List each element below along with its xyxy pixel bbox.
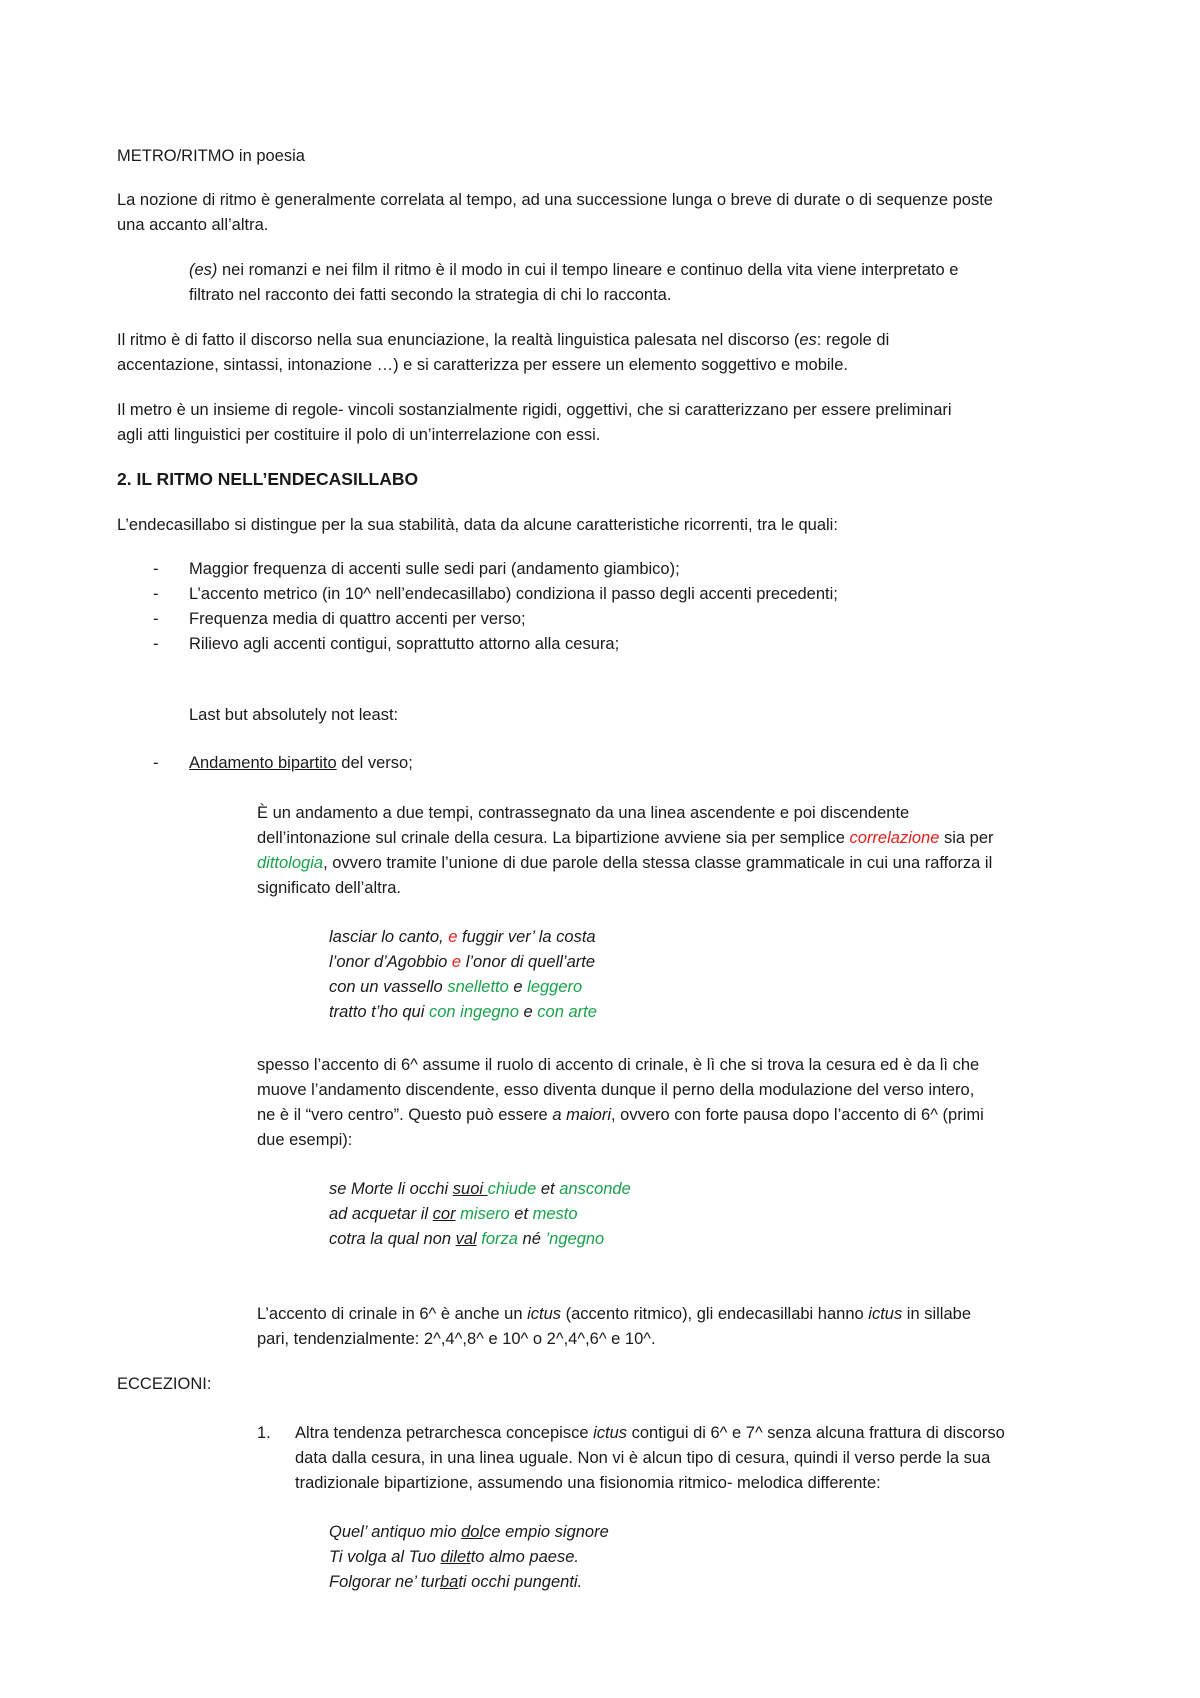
- bullet-item: Frequenza media di quattro accenti per verso;: [189, 610, 526, 628]
- example-line-2: filtrato nel racconto dei fatti secondo la strategia di chi lo racconta.: [189, 286, 672, 304]
- text: sia per: [939, 829, 994, 847]
- text: se Morte li occhi: [329, 1180, 453, 1198]
- bullet-marker: -: [153, 635, 159, 653]
- text: (accento ritmico), gli endecasillabi hanno: [561, 1305, 869, 1323]
- text: Folgorar ne’ tur: [329, 1573, 440, 1591]
- intro-line-2: una accanto all’altra.: [117, 216, 269, 234]
- bipartito-line-4: significato dell’altra.: [257, 879, 401, 897]
- sesta-line-2: muove l’andamento discendente, esso diventa dunque il perno della modulazione del verso intero,: [257, 1081, 975, 1099]
- bullet-marker: -: [153, 610, 159, 628]
- underlined: cor: [432, 1205, 456, 1223]
- bullet-marker: -: [153, 585, 159, 603]
- verse: [329, 1000, 597, 1025]
- text: con un vassello: [329, 978, 448, 996]
- text: to almo paese.: [470, 1548, 579, 1566]
- highlight: mesto: [532, 1205, 578, 1223]
- highlight: misero: [460, 1205, 510, 1223]
- highlight: leggero: [527, 978, 583, 996]
- text: in sillabe: [902, 1305, 972, 1323]
- text: ne è il “vero centro”. Questo può essere: [257, 1106, 553, 1124]
- text: Quel’ antiquo mio: [329, 1523, 462, 1541]
- verse: [329, 1520, 609, 1545]
- text: e: [518, 1003, 538, 1021]
- text: et: [536, 1180, 560, 1198]
- verse: [329, 1545, 579, 1570]
- ictus-term: ictus: [527, 1305, 562, 1323]
- ictus-term: ictus: [868, 1305, 903, 1323]
- bipartito-rest: del verso;: [336, 754, 413, 772]
- page-title: METRO/RITMO in poesia: [117, 147, 305, 165]
- text: et: [509, 1205, 533, 1223]
- underlined: dilet: [440, 1548, 471, 1566]
- verse: [329, 1177, 631, 1202]
- highlight: snelletto: [447, 978, 509, 996]
- text: ad acquetar il: [329, 1205, 433, 1223]
- text: l’onor d’Agobbio: [329, 953, 452, 971]
- text: l’onor di quell’arte: [461, 953, 596, 971]
- verse: [329, 925, 596, 950]
- ritmo-line-1: [117, 328, 889, 353]
- text: contigui di 6^ e 7^ senza alcuna frattura di discorso: [627, 1424, 1005, 1442]
- ritmo-text-a: Il ritmo è di fatto il discorso nella sua enunciazione, la realtà linguistica palesata nel discorso (: [117, 331, 800, 349]
- text: dell’intonazione sul crinale della cesura. La bipartizione avviene sia per semplice: [257, 829, 850, 847]
- verse: [329, 975, 582, 1000]
- text: e: [508, 978, 528, 996]
- crinale-line-1: [257, 1302, 971, 1327]
- ritmo-text-b: : regole di: [816, 331, 890, 349]
- sesta-line-4: due esempi):: [257, 1131, 353, 1149]
- bullet-item: Maggior frequenza di accenti sulle sedi pari (andamento giambico);: [189, 560, 680, 578]
- correlazione-term: correlazione: [849, 829, 940, 847]
- sesta-line-1: spesso l’accento di 6^ assume il ruolo di accento di crinale, è lì che si trova la cesura ed è da lì che: [257, 1056, 980, 1074]
- highlight: con ingegno: [428, 1003, 519, 1021]
- text: , ovvero con forte pausa dopo l’accento di 6^ (primi: [611, 1106, 984, 1124]
- section-intro: L’endecasillabo si distingue per la sua stabilità, data da alcune caratteristiche ricorrenti, tra le quali:: [117, 516, 838, 534]
- ictus-term: ictus: [593, 1424, 628, 1442]
- eccezioni-line-3: tradizionale bipartizione, assumendo una fisionomia ritmico- melodica differente:: [295, 1474, 881, 1492]
- highlight: chiude: [487, 1180, 537, 1198]
- bipartito-line-2: [257, 826, 994, 851]
- verse: [329, 1227, 604, 1252]
- underlined: suoi: [452, 1180, 488, 1198]
- bipartito-line-1: È un andamento a due tempi, contrassegnato da una linea ascendente e poi discendente: [257, 804, 910, 822]
- bipartito-line-3: [257, 851, 992, 876]
- bullet-item: L’accento metrico (in 10^ nell’endecasillabo) condiziona il passo degli accenti precedenti;: [189, 585, 838, 603]
- bullet-item: Rilievo agli accenti contigui, soprattutto attorno alla cesura;: [189, 635, 620, 653]
- a-maiori-term: a maiori: [552, 1106, 612, 1124]
- text: L’accento di crinale in 6^ è anche un: [257, 1305, 528, 1323]
- text: né: [517, 1230, 546, 1248]
- es-label: es: [799, 331, 817, 349]
- text: Ti volga al Tuo: [329, 1548, 441, 1566]
- metro-line-1: Il metro è un insieme di regole- vincoli sostanzialmente rigidi, oggettivi, che si caratterizzano per essere preliminari: [117, 401, 952, 419]
- verse: [329, 1570, 582, 1595]
- bipartito-link: Andamento bipartito: [189, 754, 337, 772]
- underlined: dol: [461, 1523, 484, 1541]
- intro-line-1: La nozione di ritmo è generalmente correlata al tempo, ad una successione lunga o breve di durate o di sequenze poste: [117, 191, 993, 209]
- underlined: ba: [439, 1573, 459, 1591]
- bipartito-bullet: [189, 751, 413, 776]
- es-label: (es): [189, 261, 218, 279]
- metro-line-2: agli atti linguistici per costituire il polo di un’interrelazione con essi.: [117, 426, 601, 444]
- text: cotra la qual non: [329, 1230, 456, 1248]
- ritmo-line-2: accentazione, sintassi, intonazione …) e si caratterizza per essere un elemento soggettivo e mobile.: [117, 356, 848, 374]
- verse: [329, 950, 595, 975]
- eccezioni-line-1: [295, 1421, 1005, 1446]
- text: lasciar lo canto,: [329, 928, 449, 946]
- example-text: nei romanzi e nei film il ritmo è il modo in cui il tempo lineare e continuo della vita viene interpretato e: [217, 261, 959, 279]
- text: tratto t’ho qui: [329, 1003, 429, 1021]
- bullet-marker: -: [153, 560, 159, 578]
- section-heading: 2. IL RITMO NELL’ENDECASILLABO: [117, 469, 419, 489]
- dittologia-term: dittologia: [257, 854, 324, 872]
- highlight: e: [451, 953, 462, 971]
- eccezioni-line-2: data dalla cesura, in una linea uguale. Non vi è alcun tipo di cesura, quindi il verso perde la sua: [295, 1449, 991, 1467]
- text: ce empio signore: [483, 1523, 609, 1541]
- crinale-line-2: pari, tendenzialmente: 2^,4^,8^ e 10^ o 2^,4^,6^ e 10^.: [257, 1330, 656, 1348]
- verse: [329, 1202, 578, 1227]
- highlight: ’ngegno: [545, 1230, 605, 1248]
- list-number: 1.: [257, 1424, 271, 1442]
- highlight: e: [448, 928, 458, 946]
- example-line-1: [189, 258, 958, 283]
- text: , ovvero tramite l’unione di due parole della stessa classe grammaticale in cui una rafforza il: [323, 854, 993, 872]
- text: Altra tendenza petrarchesca concepisce: [295, 1424, 594, 1442]
- highlight: forza: [481, 1230, 518, 1248]
- text: fuggir ver’ la costa: [457, 928, 596, 946]
- eccezioni-heading: ECCEZIONI:: [117, 1375, 212, 1393]
- underlined: val: [455, 1230, 477, 1248]
- last-but-line: Last but absolutely not least:: [189, 706, 399, 724]
- highlight: con arte: [537, 1003, 597, 1021]
- bullet-marker: -: [153, 754, 159, 772]
- highlight: ansconde: [559, 1180, 631, 1198]
- text: ti occhi pungenti.: [458, 1573, 583, 1591]
- sesta-line-3: [257, 1103, 984, 1128]
